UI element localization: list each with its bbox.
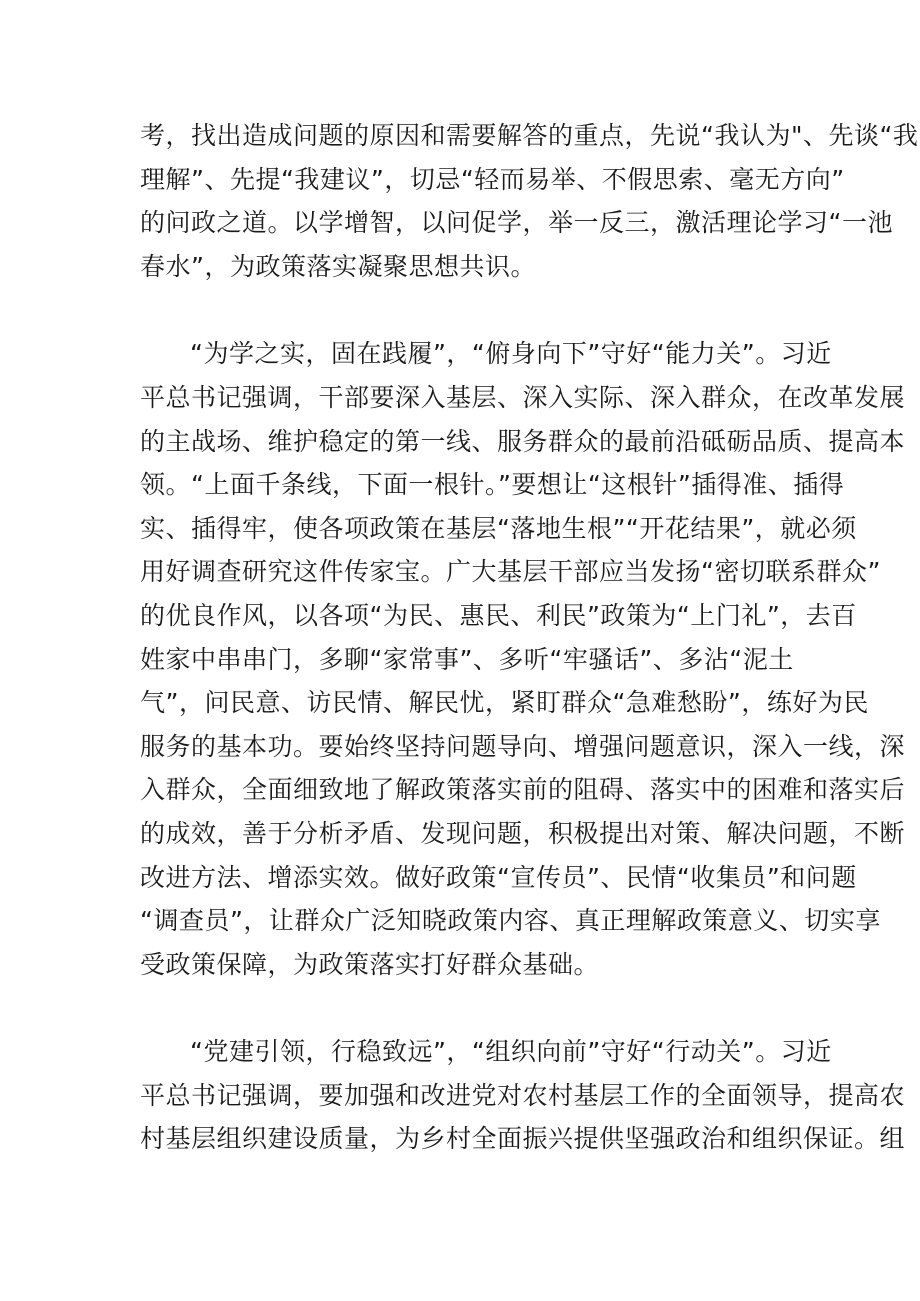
text-line: 改进方法、增添实效。做好政策“宣传员”、民情“收集员”和问题	[140, 862, 857, 892]
text-line: 实、插得牢，使各项政策在基层“落地生根”“开花结果”，就必须	[140, 513, 857, 543]
paragraph-2	[140, 332, 906, 986]
text-line: 理解”、先提“我建议”，切忌“轻而易举、不假思索、毫无方向”	[140, 164, 845, 194]
text-line: 的成效，善于分析矛盾、发现问题，积极提出对策、解决问题，不断	[140, 818, 906, 848]
paragraph-1	[140, 114, 919, 288]
text-line: 村基层组织建设质量，为乡村全面振兴提供坚强政治和组织保证。组	[140, 1124, 906, 1154]
text-line: “党建引领，行稳致远”，“组织向前”守好“行动关”。习近	[190, 1037, 832, 1067]
text-line: 考，找出造成问题的原因和需要解答的重点，先说“我认为"、先谈“我	[140, 121, 919, 150]
text-line: 的优良作风，以各项“为民、惠民、利民”政策为“上门礼”，去百	[140, 600, 857, 630]
text-line: 春水”，为政策落实凝聚思想共识。	[140, 251, 536, 281]
text-line: “为学之实，固在践履”，“俯身向下”守好“能力关”。习近	[190, 339, 832, 369]
text-line: 气”，问民意、访民情、解民忧，紧盯群众“急难愁盼”，练好为民	[140, 688, 869, 718]
text-line: 的主战场、维护稳定的第一线、服务群众的最前沿砥砺品质、提高本	[140, 426, 906, 456]
text-line: 的问政之道。以学增智，以问促学，举一反三，激活理论学习“一池	[140, 208, 893, 238]
text-line: “调查员”，让群众广泛知晓政策内容、真正理解政策意义、切实享	[140, 906, 881, 936]
text-line: 服务的基本功。要始终坚持问题导向、增强问题意识，深入一线，深	[140, 731, 906, 761]
text-line: 领。“上面千条线，下面一根针。”要想让“这根针”插得准、插得	[140, 470, 845, 500]
text-line: 入群众，全面细致地了解政策落实前的阻碍、落实中的困难和落实后	[140, 775, 906, 805]
paragraph-spacer	[140, 986, 788, 1030]
text-line: 受政策保障，为政策落实打好群众基础。	[140, 949, 600, 979]
paragraph-spacer	[140, 288, 788, 332]
text-line: 用好调查研究这件传家宝。广大基层干部应当发扬“密切联系群众”	[140, 557, 881, 587]
text-line: 姓家中串串门，多聊“家常事”、多听“牢骚话”、多沾“泥土	[140, 644, 794, 674]
document-body	[140, 114, 919, 1161]
paragraph-3	[140, 1030, 906, 1161]
text-line: 平总书记强调，干部要深入基层、深入实际、深入群众，在改革发展	[140, 382, 906, 412]
text-line: 平总书记强调，要加强和改进党对农村基层工作的全面领导，提高农	[140, 1080, 906, 1110]
